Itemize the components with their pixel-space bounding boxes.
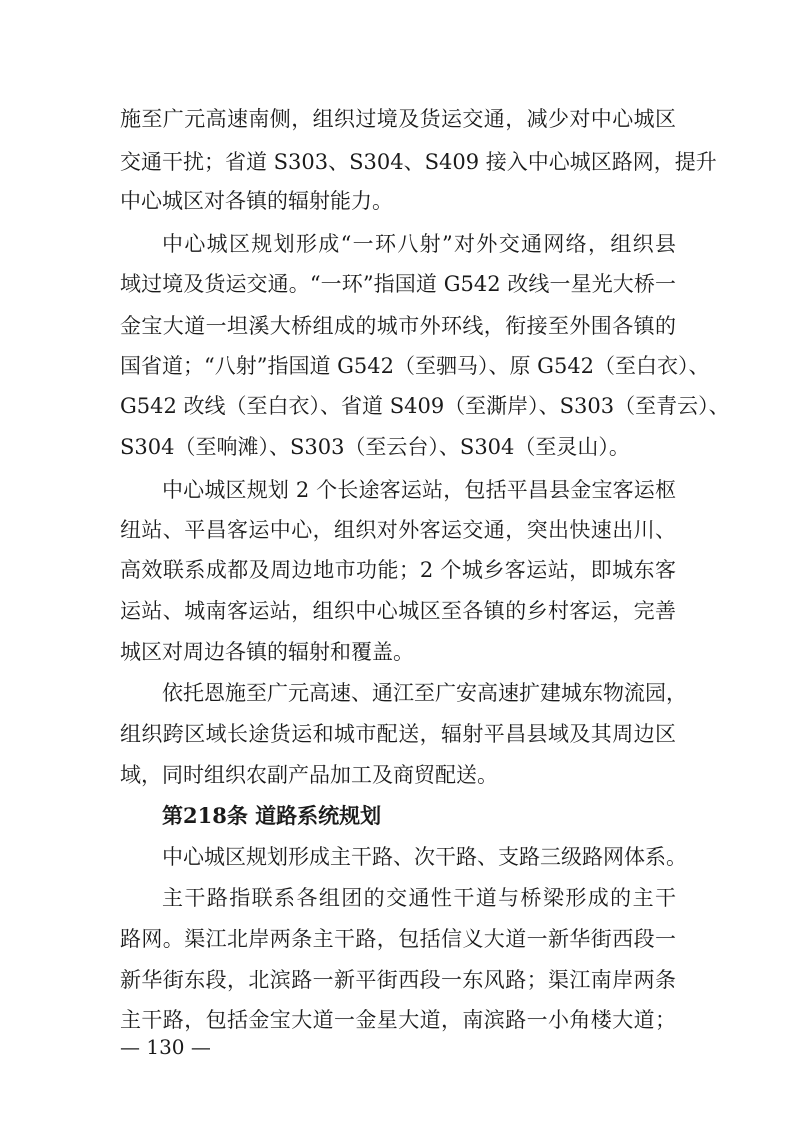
text-line: 域过境及货运交通。“一环”指国道 G542 改线一星光大桥一 xyxy=(120,272,676,296)
text-line: 新华街东段，北滨路一新平街西段一东风路；渠江南岸两条 xyxy=(120,968,676,992)
text-line: S304（至响滩）、S303（至云台）、S304（至灵山）。 xyxy=(120,435,630,459)
paragraph-first-line: 中心城区规划形成主干路、次干路、支路三级路网体系。 xyxy=(162,845,687,869)
paragraph-first-line: 中心城区规划 2 个长途客运站，包括平昌县金宝客运枢 xyxy=(162,478,676,502)
text-line: 中心城区对各镇的辐射能力。 xyxy=(120,189,393,213)
text-line: 施至广元高速南侧，组织过境及货运交通，减少对中心城区 xyxy=(120,107,676,131)
section-heading: 第218条 道路系统规划 xyxy=(162,803,382,828)
text-line: 高效联系成都及周边地市功能；2 个城乡客运站，即城东客 xyxy=(120,558,676,582)
text-line: 路网。渠江北岸两条主干路，包括信义大道一新华街西段一 xyxy=(120,927,676,951)
text-line: 交通干扰；省道 S303、S304、S409 接入中心城区路网，提升 xyxy=(120,150,717,174)
text-line: G542 改线（至白衣）、省道 S409（至澌岸）、S303（至青云）、 xyxy=(120,394,730,418)
page-number: — 130 — xyxy=(120,1035,211,1059)
text-line: 金宝大道一坦溪大桥组成的城市外环线，衔接至外围各镇的 xyxy=(120,314,676,338)
paragraph-first-line: 依托恩施至广元高速、通江至广安高速扩建城东物流园， xyxy=(162,681,687,705)
paragraph-first-line: 中心城区规划形成“一环八射”对外交通网络，组织县 xyxy=(162,232,676,256)
text-line: 运站、城南客运站，组织中心城区至各镇的乡村客运，完善 xyxy=(120,599,676,623)
text-line: 纽站、平昌客运中心，组织对外客运交通，突出快速出川、 xyxy=(120,518,676,542)
text-line: 主干路，包括金宝大道一金星大道，南滨路一小角楼大道； xyxy=(120,1008,676,1032)
text-line: 域，同时组织农副产品加工及商贸配送。 xyxy=(120,763,498,787)
text-line: 国省道；“八射”指国道 G542（至驷马）、原 G542（至白衣）、 xyxy=(120,354,710,378)
text-line: 组织跨区域长途货运和城市配送，辐射平昌县域及其周边区 xyxy=(120,722,676,746)
text-line: 城区对周边各镇的辐射和覆盖。 xyxy=(120,640,414,664)
paragraph-first-line: 主干路指联系各组团的交通性干道与桥梁形成的主干 xyxy=(162,886,676,910)
